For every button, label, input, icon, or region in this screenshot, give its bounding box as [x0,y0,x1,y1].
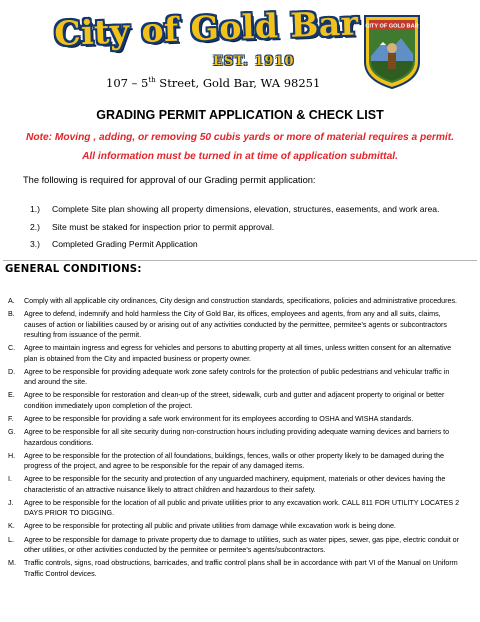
condition-text: Agree to be responsible for the protection of all foundations, buildings, fences, walls or other property likely to be damaged during the progress of the project, and agree to be responsible for the repair of any damaged items. [24,451,444,471]
condition-item [8,414,463,425]
condition-text: Agree to be responsible for the location of all public and private utilities prior to any excavation work. CALL 811 FOR UTILITY LOCATES 2 DAYS PRIOR TO DIGGING. [24,498,460,518]
city-address [106,76,320,90]
condition-text: Agree to be responsible for the security and protection of any unguarded machinery, equipment, materials or other devices having the characteristic of an attractive nuisance likely to attract children and hazardous to their safety. [24,475,446,494]
condition-text: Agree to be responsible for all site security during non-construction hours including providing adequate warning devices and barriers to hazardous conditions. [24,428,450,447]
condition-item [8,367,463,388]
requirement-number: 3.) [30,239,41,249]
address-street-number: 107 – 5 [106,76,149,90]
logo-wordmark: City of Gold Bar [53,3,360,54]
condition-item [8,498,463,519]
condition-item [8,535,463,556]
address-ordinal-suffix: th [148,76,156,85]
condition-item [8,474,463,495]
requirements-list [30,204,439,257]
condition-text: Agree to be responsible for damage to private property due to damage to utilities, such as water pipes, sewer, gas pipe, electric conduit or other utilities, or other activities conducted by the permitee or permitee’s agents/subcontractors. [24,535,460,555]
condition-text: Agree to be responsible for providing adequate work zone safety controls for the protection of public pedestrians and vehicular traffic in and around the site. [24,367,450,387]
condition-letter: H. [8,451,16,460]
condition-text: Traffic controls, signs, road obstructions, barricades, and traffic control plans shall be in accordance with part VI of the Manual on Uniform Traffic Control devices. [24,559,458,578]
condition-item [8,427,463,448]
requirement-item [30,239,439,257]
condition-letter: F. [8,414,14,423]
general-conditions-heading: GENERAL CONDITIONS: [5,264,142,275]
condition-item [8,309,463,341]
condition-letter: A. [8,297,15,305]
condition-text: Agree to defend, indemnify and hold harmless the City of Gold Bar, its offices, employees and agents, from any and all suits, claims, causes of action or liabilities caused by or arising out of any activities conducted by the permittee, permitee’s agents or subcontractors resulting from issuance of the permit. [24,310,447,340]
condition-letter: D. [8,367,16,376]
condition-text: Agree to maintain ingress and egress for vehicles and persons to abutting property at all times, unless written consent for an alternative plan is obtained from the City and impacted business or property owner. [24,344,452,363]
logo-established: EST. 1910 [213,54,295,69]
condition-item [8,451,463,472]
note-line-1: Note: Moving , adding, or removing 50 cubis yards or more of material requires a permit. [26,132,454,143]
intro-text: The following is required for approval of our Grading permit application: [23,175,316,185]
condition-letter: C. [8,344,16,353]
badge-label: CITY OF GOLD BAR [365,23,419,30]
requirement-item [30,222,439,240]
condition-letter: L. [8,535,14,544]
condition-letter: G. [8,428,16,437]
section-divider [3,260,477,261]
condition-text: Agree to be responsible for protecting all public and private utilities from damage while excavation work is being done. [24,522,396,531]
condition-letter: B. [8,310,15,319]
condition-item [8,390,463,411]
condition-letter: M. [8,559,16,568]
requirement-text: Completed Grading Permit Application [52,239,198,249]
requirement-text: Complete Site plan showing all property dimensions, elevation, structures, easements, and work area. [52,204,440,214]
condition-letter: J. [8,498,14,507]
condition-text: Agree to be responsible for providing a safe work environment for its employees according to OSHA and WISHA standards. [24,414,414,423]
condition-item [8,558,463,579]
condition-letter: K. [8,522,15,531]
city-logo [53,3,360,84]
requirement-text: Site must be staked for inspection prior to permit approval. [52,221,275,232]
condition-text: Comply with all applicable city ordinances, City design and construction standards, specifications, policies and administrative procedures. [24,297,458,305]
city-badge-icon [361,12,423,90]
page-title: GRADING PERMIT APPLICATION & CHECK LIST [96,108,384,122]
condition-item [8,343,463,364]
condition-text: Agree to be responsible for restoration and clean-up of the street, sidewalk, curb and gutter and adjacent property to original or better condition immediately upon completion of the project. [24,391,445,410]
condition-letter: E. [8,391,15,400]
condition-letter: I. [8,475,12,484]
general-conditions-list [8,296,463,582]
requirement-number: 2.) [30,221,41,232]
condition-item [8,521,463,532]
note-line-2: All information must be turned in at time of application submittal. [82,151,398,162]
requirement-number: 1.) [30,204,41,214]
address-street-rest: Street, Gold Bar, WA 98251 [155,76,321,90]
condition-item [8,296,463,307]
requirement-item [30,204,439,222]
